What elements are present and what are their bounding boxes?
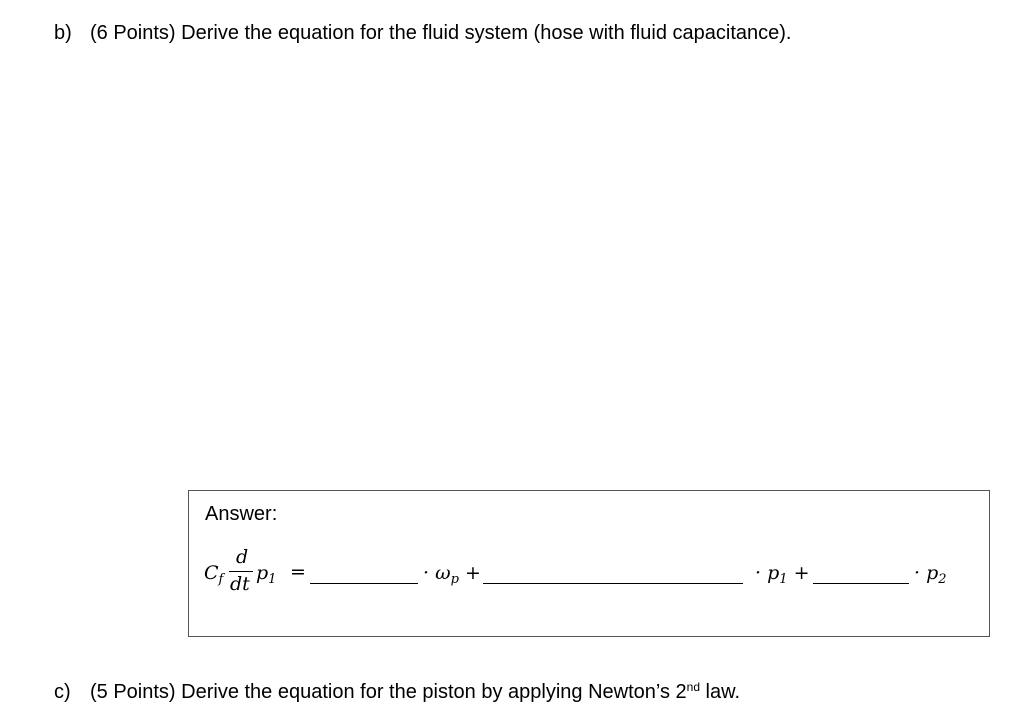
capacitance-coefficient: $C_f$	[204, 562, 224, 587]
question-c-text: (5 Points) Derive the equation for the piston by applying Newton’s 2	[90, 681, 687, 703]
term-p2: · $p_2$	[914, 562, 947, 587]
term-p1: · $p_1$ +	[755, 562, 810, 587]
answer-label: Answer:	[205, 503, 278, 525]
question-c-label: c)	[54, 681, 71, 703]
question-c	[54, 680, 740, 704]
question-c-superscript: nd	[686, 680, 700, 694]
lhs-pressure: $p_1$	[256, 562, 277, 587]
question-b-text: (6 Points) Derive the equation for the fluid system (hose with fluid capacitance).	[90, 22, 792, 44]
answer-blank-3[interactable]	[813, 583, 909, 584]
equals-sign: =	[290, 561, 306, 583]
answer-blank-2[interactable]	[483, 583, 743, 584]
derivative-denominator: dt	[230, 573, 250, 595]
question-c-text-end: law.	[700, 681, 741, 703]
question-b-label: b)	[54, 22, 72, 44]
answer-blank-1[interactable]	[310, 583, 418, 584]
question-b	[54, 21, 791, 45]
answer-box	[188, 490, 990, 637]
derivative-numerator: d	[236, 546, 249, 568]
fraction-bar	[229, 571, 253, 572]
term-omega-p: · $\omega_p$ +	[423, 562, 481, 587]
